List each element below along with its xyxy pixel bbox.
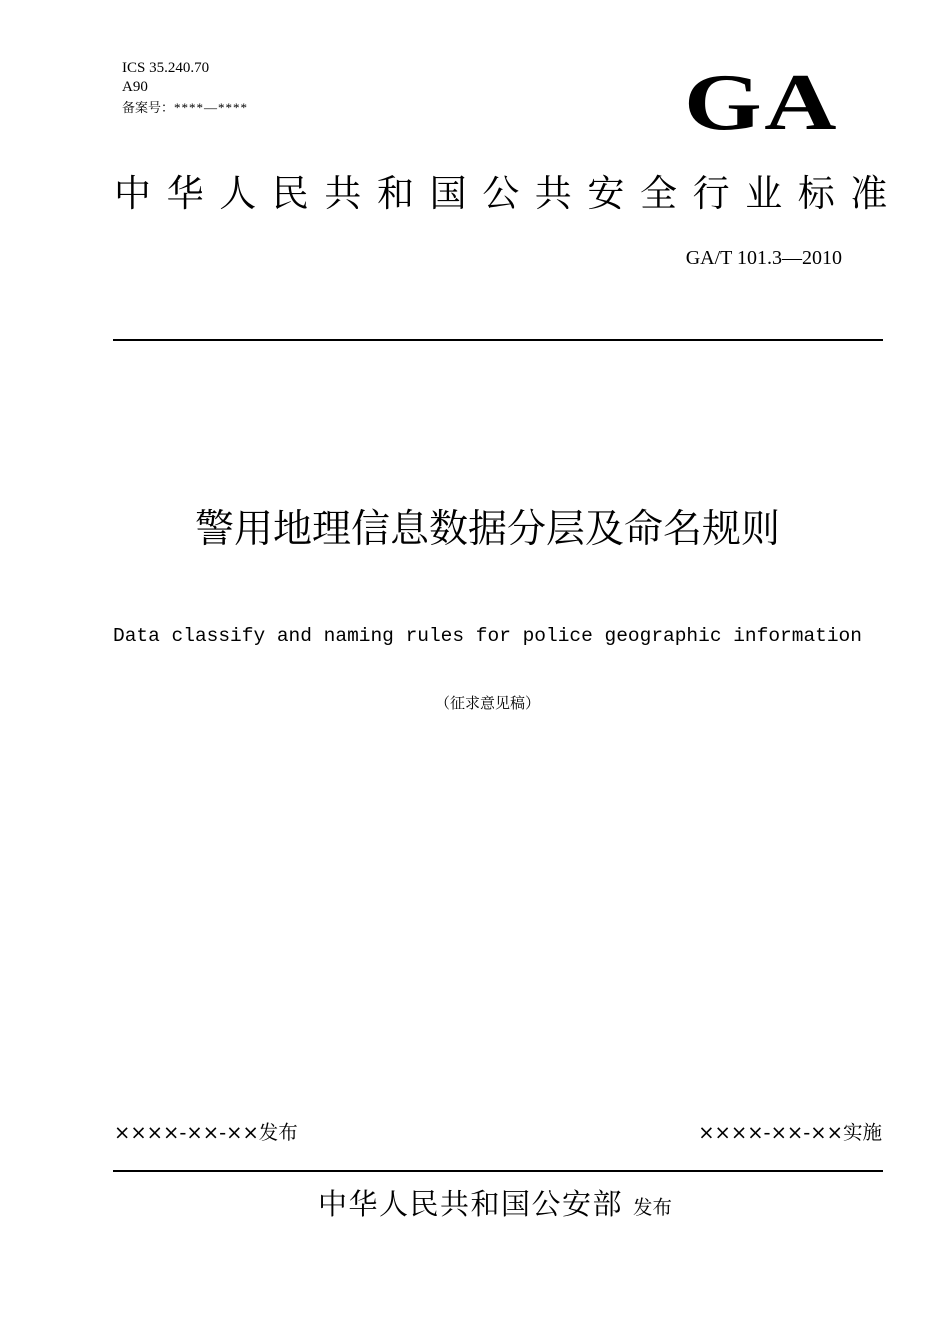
filing-number bbox=[122, 97, 248, 118]
ccs-code: A90 bbox=[122, 79, 148, 95]
issuer-line bbox=[0, 1180, 950, 1232]
document-title-chinese: 警用地理信息数据分层及命名规则 bbox=[194, 507, 780, 552]
issuer-suffix: 发布 bbox=[633, 1196, 673, 1219]
draft-status: （征求意见稿） bbox=[434, 694, 540, 712]
issuer-name: 中华人民共和国公安部 bbox=[317, 1187, 623, 1221]
standard-number: GA/T 101.3—2010 bbox=[685, 247, 842, 269]
ics-code: ICS 35.240.70 bbox=[122, 60, 210, 76]
standard-category: 中华人民共和国公共安全行业标准 bbox=[114, 172, 903, 215]
top-divider bbox=[113, 339, 883, 341]
implementation-date: ××××-××-××实施 bbox=[698, 1121, 882, 1144]
filing-value: ****—**** bbox=[174, 100, 249, 115]
release-date: ××××-××-××发布 bbox=[114, 1121, 298, 1144]
ga-logo: GA bbox=[684, 59, 839, 147]
bottom-divider bbox=[113, 1170, 883, 1172]
filing-label: 备案号： bbox=[122, 101, 175, 116]
document-title-english: Data classify and naming rules for police geographic information bbox=[113, 625, 862, 647]
classification-block bbox=[122, 59, 248, 118]
